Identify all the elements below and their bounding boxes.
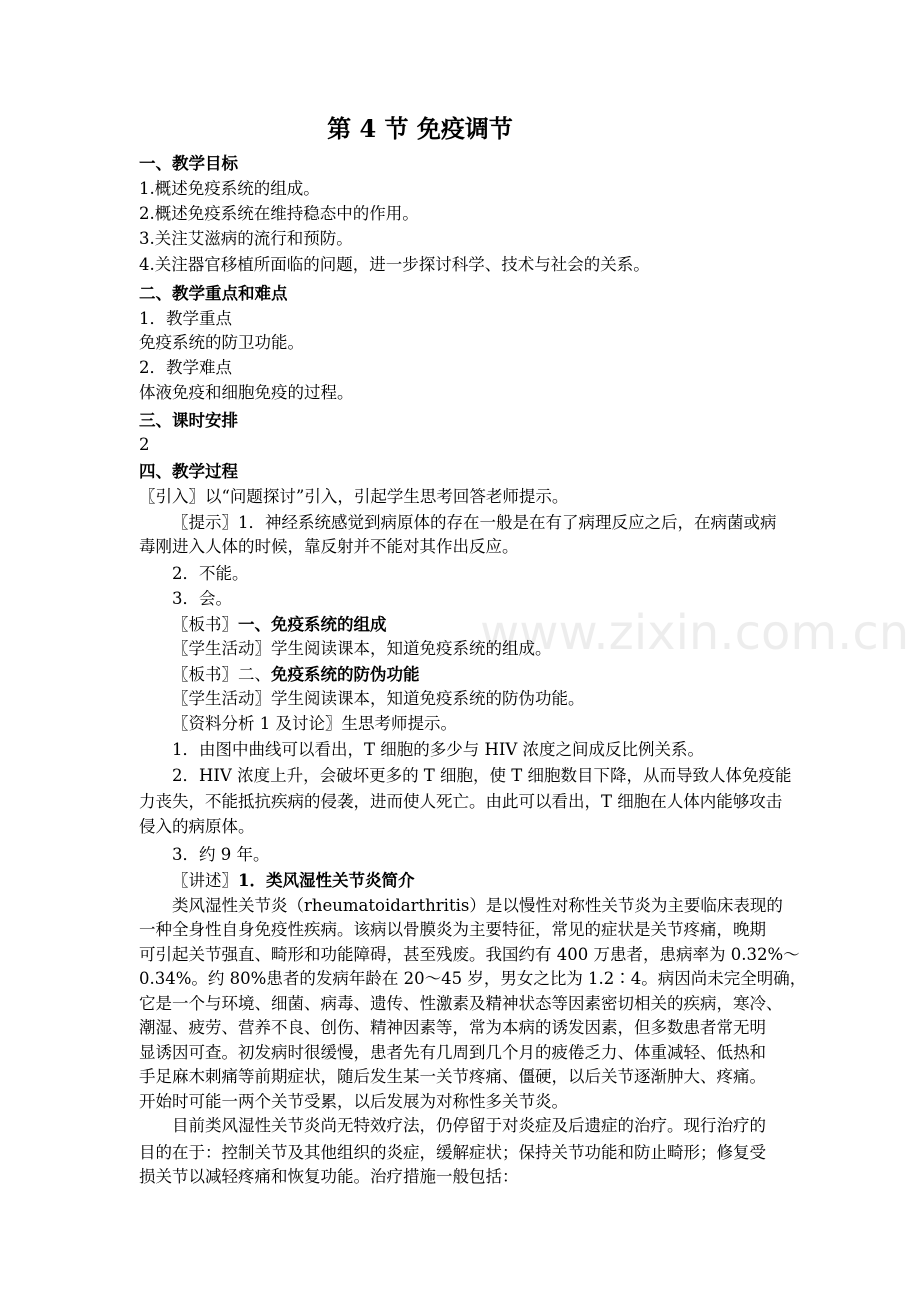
text-span: 目前类风湿性关节炎尚无特效疗法，仍停留于对炎症及后遗症的治疗。现行治疗的 xyxy=(172,1116,766,1135)
text-line xyxy=(139,1141,766,1165)
bold-heading: 一、免疫系统的组成 xyxy=(238,615,387,634)
text-line xyxy=(172,511,777,535)
text-span: 四、教学过程 xyxy=(139,462,238,481)
text-span: 二、教学重点和难点 xyxy=(139,284,288,303)
text-line xyxy=(139,331,304,355)
text-span: 免疫系统的防卫功能。 xyxy=(139,333,304,352)
text-line xyxy=(139,1041,766,1065)
text-span: 〖讲述〗 xyxy=(172,871,238,890)
text-line xyxy=(172,587,232,611)
text-span: 3.关注艾滋病的流行和预防。 xyxy=(139,229,353,248)
text-line xyxy=(139,202,419,226)
text-span: 〖引入〗以“问题探讨”引入，引起学生思考回答老师提示。 xyxy=(139,487,569,506)
text-line xyxy=(172,1114,766,1138)
text-line xyxy=(172,869,414,893)
text-span: 侵入的病原体。 xyxy=(139,817,255,836)
text-line xyxy=(139,409,238,433)
text-line xyxy=(139,433,150,457)
text-span: 开始时可能一两个关节受累，以后发展为对称性多关节炎。 xyxy=(139,1092,568,1111)
text-span: 损关节以减轻疼痛和恢复功能。治疗措施一般包括： xyxy=(139,1167,519,1186)
text-line xyxy=(139,790,782,814)
text-span: 1．由图中曲线可以看出，T 细胞的多少与 HIV 浓度之间成反比例关系。 xyxy=(172,740,705,759)
text-line xyxy=(139,1165,519,1189)
text-span: 手足麻木刺痛等前期症状，随后发生某一关节疼痛、僵硬，以后关节逐渐肿大、疼痛。 xyxy=(139,1067,766,1086)
text-line xyxy=(139,460,238,484)
text-span: 显诱因可查。初发病时很缓慢，患者先有几周到几个月的疲倦乏力、体重减轻、低热和 xyxy=(139,1043,766,1062)
text-line xyxy=(172,712,457,736)
bold-heading: 1．类风湿性关节炎简介 xyxy=(238,871,415,890)
text-line xyxy=(139,967,806,991)
text-span: 一、教学目标 xyxy=(139,154,238,173)
text-span: 4.关注器官移植所面临的问题，进一步探讨科学、技术与社会的关系。 xyxy=(139,255,650,274)
bold-heading: 免疫系统的防伪功能 xyxy=(271,665,420,684)
text-span: 类风湿性关节炎（rheumatoidarthritis）是以慢性对称性关节炎为主要临床表现的 xyxy=(172,896,783,915)
text-line xyxy=(139,1090,568,1114)
text-line xyxy=(139,535,519,559)
text-span: 3．约 9 年。 xyxy=(172,845,270,864)
text-line xyxy=(139,356,232,380)
text-line xyxy=(139,253,650,277)
text-line xyxy=(139,1065,766,1089)
text-span: 2．教学难点 xyxy=(139,358,232,377)
text-span: 可引起关节强直、畸形和功能障碍，甚至残废。我国约有 400 万患者，患病率为 0.32%～ xyxy=(139,945,800,964)
text-span: 目的在于：控制关节及其他组织的炎症，缓解症状；保持关节功能和防止畸形；修复受 xyxy=(139,1143,766,1162)
text-span: 〖资料分析 1 及讨论〗生思考师提示。 xyxy=(172,714,457,733)
text-span: 0.34%。约 80%患者的发病年龄在 20～45 岁，男女之比为 1.2∶4。病因尚未完全明确， xyxy=(139,969,807,988)
text-line xyxy=(139,992,783,1016)
text-span: 1.概述免疫系统的组成。 xyxy=(139,179,320,198)
text-span: 毒刚进入人体的时候，靠反射并不能对其作出反应。 xyxy=(139,537,519,556)
text-span: 2．HIV 浓度上升，会破坏更多的 T 细胞，使 T 细胞数目下降，从而导致人体免疫能 xyxy=(172,766,792,785)
text-line xyxy=(139,307,232,331)
text-line xyxy=(172,687,585,711)
text-span: 3．会。 xyxy=(172,589,232,608)
text-span: 2 xyxy=(139,435,150,454)
text-line xyxy=(172,738,704,762)
text-line xyxy=(139,815,255,839)
text-line xyxy=(139,177,320,201)
text-line xyxy=(172,562,249,586)
text-span: 力丧失，不能抵抗疾病的侵袭，进而使人死亡。由此可以看出，T 细胞在人体内能够攻击 xyxy=(139,792,783,811)
text-span: 潮湿、疲劳、营养不良、创伤、精神因素等，常为本病的诱发因素，但多数患者常无明 xyxy=(139,1018,766,1037)
text-line xyxy=(139,227,353,251)
text-span: 2.概述免疫系统在维持稳态中的作用。 xyxy=(139,204,419,223)
page-title: 第 4 节 免疫调节 xyxy=(327,114,513,143)
text-line xyxy=(172,894,783,918)
text-line xyxy=(139,485,568,509)
text-line xyxy=(139,152,238,176)
text-line xyxy=(172,613,387,637)
text-span: 三、课时安排 xyxy=(139,411,238,430)
watermark: www.zixin.com.cn xyxy=(480,605,910,661)
text-span: 2．不能。 xyxy=(172,564,249,583)
text-line xyxy=(172,843,270,867)
text-line xyxy=(139,918,766,942)
text-line xyxy=(172,764,792,788)
text-span: 1．教学重点 xyxy=(139,309,232,328)
text-span: 〖学生活动〗学生阅读课本，知道免疫系统的组成。 xyxy=(172,639,552,658)
text-span: 〖板书〗 xyxy=(172,615,238,634)
text-span: 它是一个与环境、细菌、病毒、遗传、性激素及精神状态等因素密切相关的疾病，寒冷、 xyxy=(139,994,783,1013)
text-line xyxy=(172,637,552,661)
text-span: 〖板书〗二、 xyxy=(172,665,271,684)
text-span: 〖提示〗1．神经系统感觉到病原体的存在一般是在有了病理反应之后，在病菌或病 xyxy=(172,513,777,532)
text-span: 一种全身性自身免疫性疾病。该病以骨膜炎为主要特征，常见的症状是关节疼痛，晚期 xyxy=(139,920,766,939)
text-line xyxy=(139,282,288,306)
text-span: 〖学生活动〗学生阅读课本，知道免疫系统的防伪功能。 xyxy=(172,689,585,708)
text-span: 体液免疫和细胞免疫的过程。 xyxy=(139,383,354,402)
text-line xyxy=(139,1016,766,1040)
text-line xyxy=(172,663,420,687)
text-line xyxy=(139,381,354,405)
text-line xyxy=(139,943,800,967)
